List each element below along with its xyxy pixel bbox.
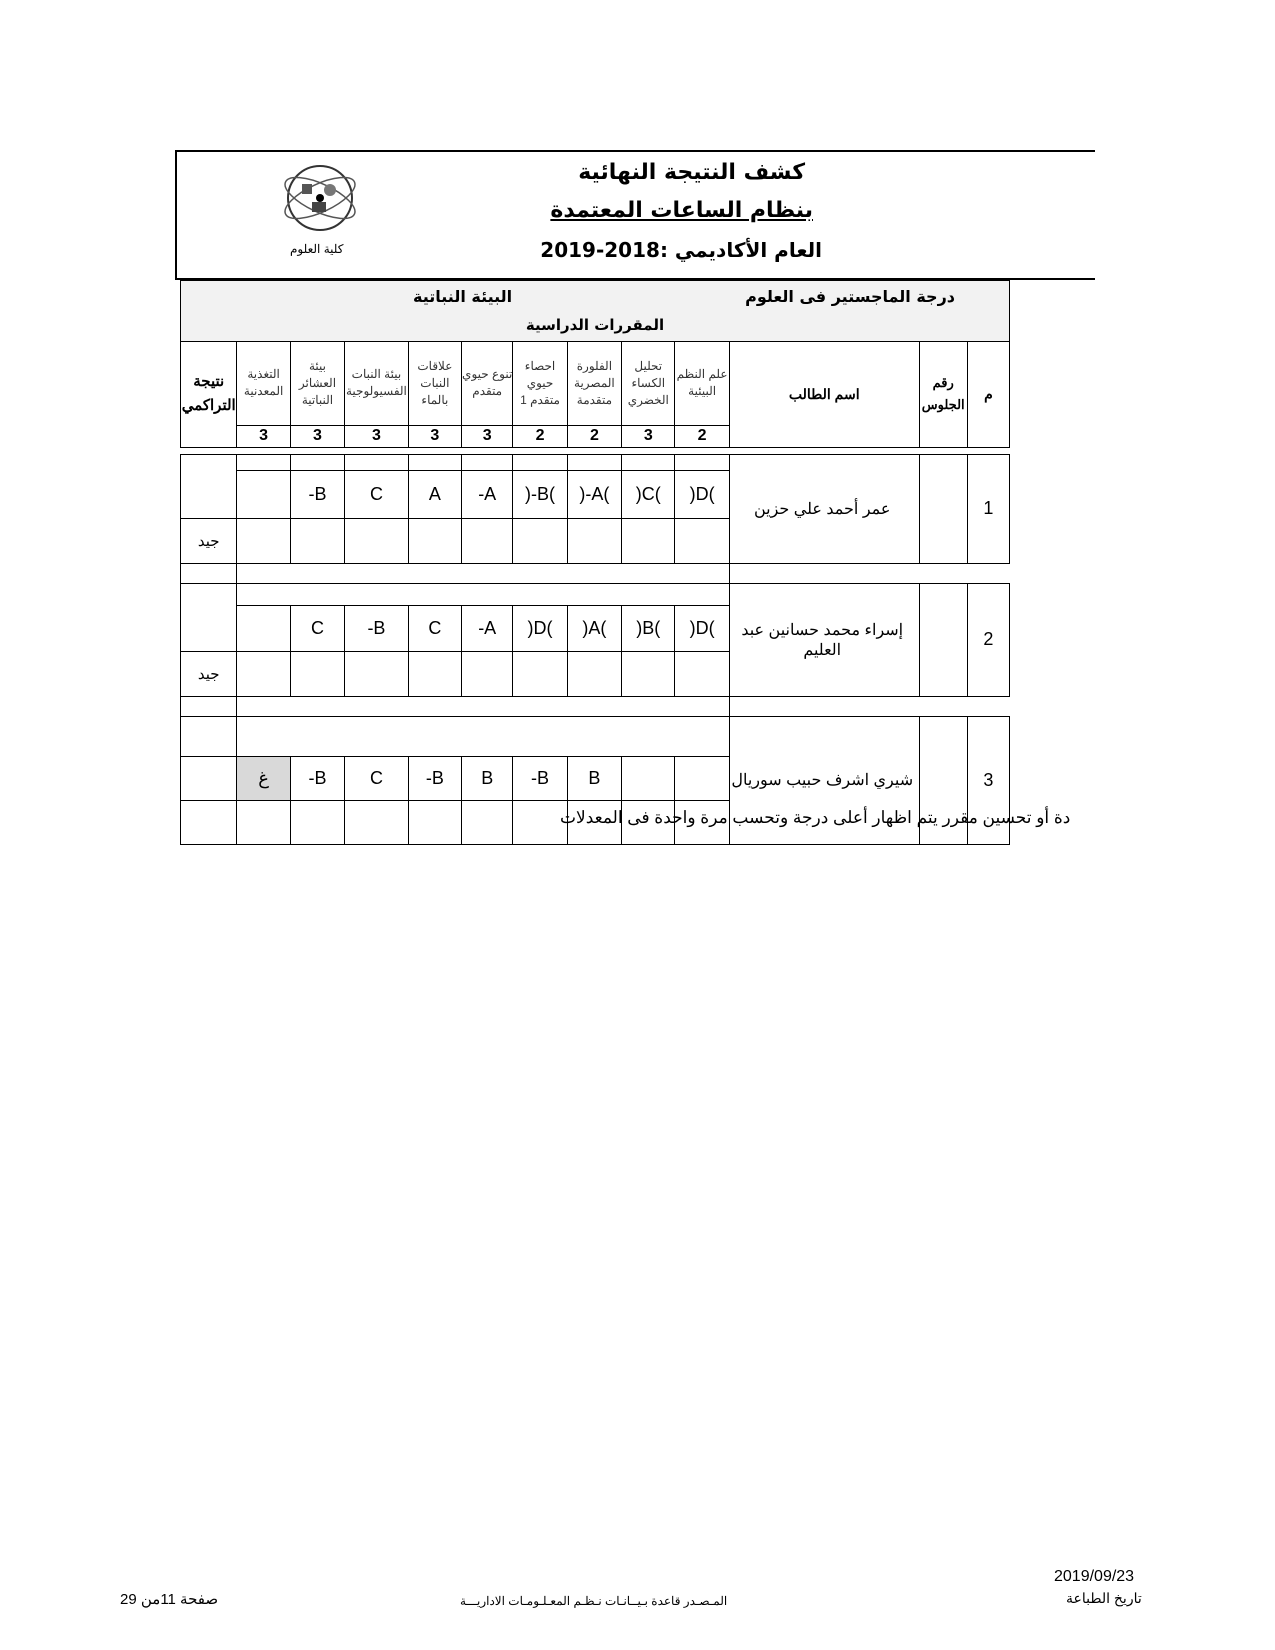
- course-header: علاقات النبات بالماء: [408, 341, 461, 425]
- course-hours: 2: [567, 425, 621, 447]
- course-header: بيئة النبات الفسيولوجية: [345, 341, 409, 425]
- grade-cell: -B: [408, 756, 461, 800]
- print-date-label: تاريخ الطباعة: [1066, 1590, 1142, 1606]
- results-table: [180, 280, 1010, 845]
- student-row: [181, 454, 1010, 470]
- grade-cell: [675, 756, 729, 800]
- faculty-label: كلية العلوم: [290, 242, 344, 256]
- cumulative-result: جيد: [181, 518, 237, 563]
- student-index: 1: [967, 454, 1009, 563]
- course-header: التغذية المعدنية: [237, 341, 290, 425]
- page-title: كشف النتيجة النهائية: [578, 160, 805, 185]
- grade-cell: -B: [345, 605, 409, 651]
- cumulative-result: [181, 756, 237, 800]
- course-header: تنوع حيوي متقدم: [462, 341, 513, 425]
- course-hours: 2: [675, 425, 729, 447]
- grade-cell: B: [567, 756, 621, 800]
- course-header: الفلورة المصرية متقدمة: [567, 341, 621, 425]
- print-date: 2019/09/23: [1054, 1568, 1135, 1585]
- grade-cell: [237, 605, 290, 651]
- course-hours: 3: [408, 425, 461, 447]
- page-subtitle: بنظام الساعات المعتمدة: [550, 198, 813, 223]
- faculty-logo: [272, 160, 368, 238]
- student-name: عمر أحمد علي حزين: [729, 454, 919, 563]
- page-number: صفحة 11من 29: [120, 1591, 219, 1608]
- grade-cell: )B(: [622, 605, 675, 651]
- student-row: [181, 583, 1010, 605]
- index-header: م: [967, 341, 1009, 447]
- student-spacer: [181, 696, 1010, 716]
- grade-cell: A: [408, 470, 461, 518]
- student-spacer: [181, 563, 1010, 583]
- degree-label: درجة الماجستير فى العلوم: [745, 287, 955, 306]
- grade-cell: )D(: [675, 605, 729, 651]
- name-header: اسم الطالب: [729, 341, 919, 447]
- seat-number: [919, 583, 967, 696]
- student-index: 2: [967, 583, 1009, 696]
- course-hours: 3: [462, 425, 513, 447]
- grade-cell: C: [290, 605, 344, 651]
- course-hours: 3: [622, 425, 675, 447]
- courses-label-row: [181, 311, 1010, 341]
- grade-cell: )D(: [513, 605, 567, 651]
- course-header: احصاء حيوي متقدم 1: [513, 341, 567, 425]
- grade-cell: -B: [290, 756, 344, 800]
- courses-label: المقررات الدراسية: [525, 316, 665, 335]
- course-names-row: [181, 341, 1010, 425]
- grade-cell: -A: [462, 470, 513, 518]
- department-label: البيئة النباتية: [413, 287, 513, 306]
- grade-cell: )A(: [567, 605, 621, 651]
- student-row: [181, 716, 1010, 756]
- grade-cell: )C(: [622, 470, 675, 518]
- data-source: المـصـدر قاعدة بـيــانـات نـظـم المعـلـومـات الاداريـــة: [460, 1594, 728, 1608]
- student-name: إسراء محمد حسانين عبد العليم: [729, 583, 919, 696]
- course-hours: 2: [513, 425, 567, 447]
- course-hours: 3: [290, 425, 344, 447]
- seat-number: [919, 454, 967, 563]
- grade-cell: B: [462, 756, 513, 800]
- academic-year: العام الأكاديمي :2018-2019: [540, 238, 822, 262]
- student-name: شيري اشرف حبيب سوريال: [729, 716, 919, 844]
- course-hours: 3: [237, 425, 290, 447]
- course-header: علم النظم البيئية: [675, 341, 729, 425]
- grade-cell: C: [345, 470, 409, 518]
- degree-row: [181, 281, 1010, 312]
- course-header: تحليل الكساء الخضري: [622, 341, 675, 425]
- grade-cell: [622, 756, 675, 800]
- grade-cell-absent: غ: [237, 756, 290, 800]
- course-hours: 3: [345, 425, 409, 447]
- grade-cell: C: [345, 756, 409, 800]
- footnote: دة أو تحسين مقرر يتم اظهار أعلى درجة وتحسب مرة واحدة فى المعدلات: [560, 808, 1071, 827]
- grade-cell: )-B(: [513, 470, 567, 518]
- grade-cell: -B: [513, 756, 567, 800]
- grade-cell: )-A(: [567, 470, 621, 518]
- cumulative-result: جيد: [181, 651, 237, 696]
- grade-cell: )D(: [675, 470, 729, 518]
- grade-cell: C: [408, 605, 461, 651]
- result-header: نتيجة التراكمي: [181, 341, 237, 447]
- grade-cell: -A: [462, 605, 513, 651]
- grade-cell: [237, 470, 290, 518]
- spacer-row: [181, 447, 1010, 454]
- student-index: 3: [967, 716, 1009, 844]
- grade-cell: -B: [290, 470, 344, 518]
- seat-header: رقم الجلوس: [919, 341, 967, 447]
- course-header: بيئة العشائر النباتية: [290, 341, 344, 425]
